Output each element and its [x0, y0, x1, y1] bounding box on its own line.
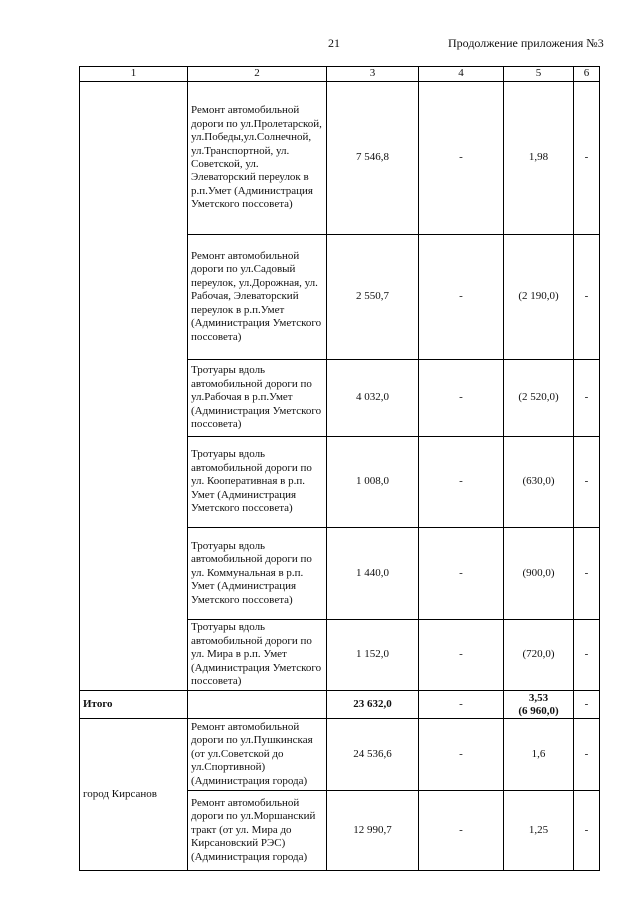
col6-cell: -	[574, 528, 600, 620]
col5-cell: 1,6	[504, 719, 574, 791]
col5-cell: 1,25	[504, 791, 574, 871]
project-description: Ремонт автомобильной дороги по ул.Садовый переулок, ул.Дорожная, ул. Рабочая, Элеваторский переулок в р.п.Умет (Администрация Уметского поссовета)	[188, 235, 327, 360]
column-header: 3	[327, 67, 419, 82]
col6-cell: -	[574, 791, 600, 871]
col5-cell: (630,0)	[504, 437, 574, 528]
col6-cell: -	[574, 437, 600, 528]
project-description: Тротуары вдоль автомобильной дороги по ул. Кооперативная в р.п. Умет (Администрация Уметского поссовета)	[188, 437, 327, 528]
col6-cell: -	[574, 235, 600, 360]
project-description: Ремонт автомобильной дороги по ул.Моршанский тракт (от ул. Мира до Кирсановский РЭС) (Администрация города)	[188, 791, 327, 871]
col6-cell: -	[574, 82, 600, 235]
col4-cell: -	[419, 719, 504, 791]
col4-cell: -	[419, 620, 504, 691]
column-header: 5	[504, 67, 574, 82]
amount-cell: 1 440,0	[327, 528, 419, 620]
column-header: 4	[419, 67, 504, 82]
amount-cell: 1 152,0	[327, 620, 419, 691]
amount-cell: 2 550,7	[327, 235, 419, 360]
appendix-table	[79, 66, 600, 871]
amount-cell: 7 546,8	[327, 82, 419, 235]
col4-cell: -	[419, 235, 504, 360]
total-description-empty	[188, 691, 327, 719]
col6-cell: -	[574, 360, 600, 437]
col5-cell: (2 190,0)	[504, 235, 574, 360]
col5-cell: (900,0)	[504, 528, 574, 620]
total-col4: -	[419, 691, 504, 719]
total-amount: 23 632,0	[327, 691, 419, 719]
appendix-label: Продолжение приложения №3	[448, 36, 604, 50]
amount-cell: 1 008,0	[327, 437, 419, 528]
col4-cell: -	[419, 82, 504, 235]
amount-cell: 24 536,6	[327, 719, 419, 791]
total-row	[80, 691, 600, 719]
col5-cell: 1,98	[504, 82, 574, 235]
column-header: 2	[188, 67, 327, 82]
project-description: Тротуары вдоль автомобильной дороги по ул.Рабочая в р.п.Умет (Администрация Уметского поссовета)	[188, 360, 327, 437]
total-col5-line2: (6 960,0)	[518, 704, 559, 717]
amount-cell: 4 032,0	[327, 360, 419, 437]
total-col5-line1: 3,53	[528, 691, 549, 704]
column-number-row	[80, 67, 600, 82]
col4-cell: -	[419, 528, 504, 620]
project-description: Тротуары вдоль автомобильной дороги по ул. Коммунальная в р.п. Умет (Администрация Уметского поссовета)	[188, 528, 327, 620]
project-description: Ремонт автомобильной дороги по ул.Пролетарской, ул.Победы,ул.Солнечной, ул.Транспортной, ул. Советской, ул. Элеваторский переулок в р.п.Умет (Администрация Уметского поссовета)	[188, 82, 327, 235]
amount-cell: 12 990,7	[327, 791, 419, 871]
municipality-cell-empty	[80, 82, 188, 691]
col4-cell: -	[419, 791, 504, 871]
col4-cell: -	[419, 360, 504, 437]
project-description: Ремонт автомобильной дороги по ул.Пушкинская (от ул.Советской до ул.Спортивной) (Администрация города)	[188, 719, 327, 791]
municipality-name: город Кирсанов	[80, 719, 188, 871]
col5-cell: (720,0)	[504, 620, 574, 691]
total-col6: -	[574, 691, 600, 719]
page-number: 21	[328, 36, 340, 50]
col5-cell: (2 520,0)	[504, 360, 574, 437]
table-row	[80, 719, 600, 791]
column-header: 6	[574, 67, 600, 82]
table-row	[80, 82, 600, 235]
total-col5	[504, 691, 574, 719]
col6-cell: -	[574, 719, 600, 791]
total-label: Итого	[80, 691, 188, 719]
col4-cell: -	[419, 437, 504, 528]
project-description: Тротуары вдоль автомобильной дороги по ул. Мира в р.п. Умет (Администрация Уметского поссовета)	[188, 620, 327, 691]
page-header	[0, 36, 640, 56]
column-header: 1	[80, 67, 188, 82]
col6-cell: -	[574, 620, 600, 691]
